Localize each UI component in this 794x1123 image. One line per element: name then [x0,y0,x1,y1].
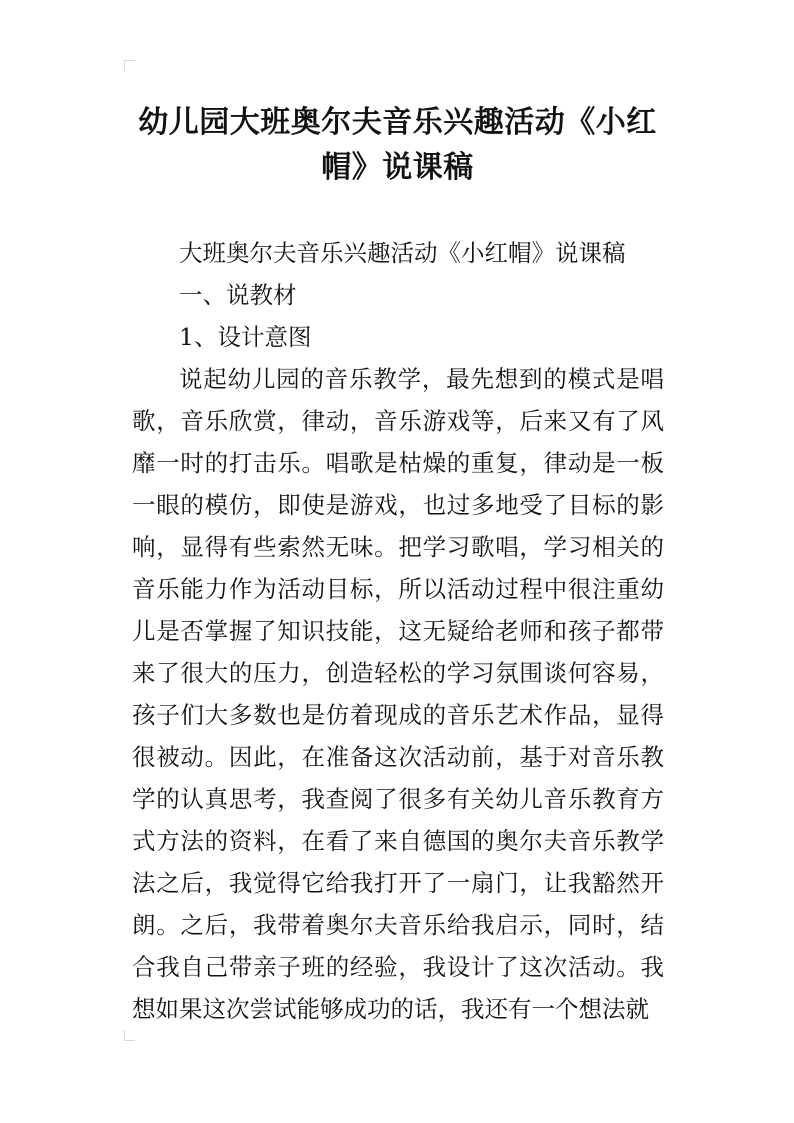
document-body [132,232,664,1030]
bottom-left-crop-mark [124,1030,135,1041]
body-paragraph: 说起幼儿园的音乐教学，最先想到的模式是唱歌，音乐欣赏，律动，音乐游戏等，后来又有了风靡一时的打击乐。唱歌是枯燥的重复，律动是一板一眼的模仿，即使是游戏，也过多地受了目标的影响，显得有些索然无味。把学习歌唱，学习相关的音乐能力作为活动目标，所以活动过程中很注重幼儿是否掌握了知识技能，这无疑给老师和孩子都带来了很大的压力，创造轻松的学习氛围谈何容易，孩子们大多数也是仿着现成的音乐艺术作品，显得很被动。因此，在准备这次活动前，基于对音乐教学的认真思考，我查阅了很多有关幼儿音乐教育方式方法的资料，在看了来自德国的奥尔夫音乐教学法之后，我觉得它给我打开了一扇门，让我豁然开朗。之后，我带着奥尔夫音乐给我启示，同时，结合我自己带亲子班的经验，我设计了这次活动。我想如果这次尝试能够成功的话，我还有一个想法就 [132,365,664,1023]
subsection-heading: 1、设计意图 [179,323,312,351]
document-title: 幼儿园大班奥尔夫音乐兴趣活动《小红帽》说课稿 [138,105,657,185]
section-heading: 一、说教材 [179,281,297,309]
top-left-crop-mark [124,60,135,71]
subtitle-line: 大班奥尔夫音乐兴趣活动《小红帽》说课稿 [179,239,626,267]
